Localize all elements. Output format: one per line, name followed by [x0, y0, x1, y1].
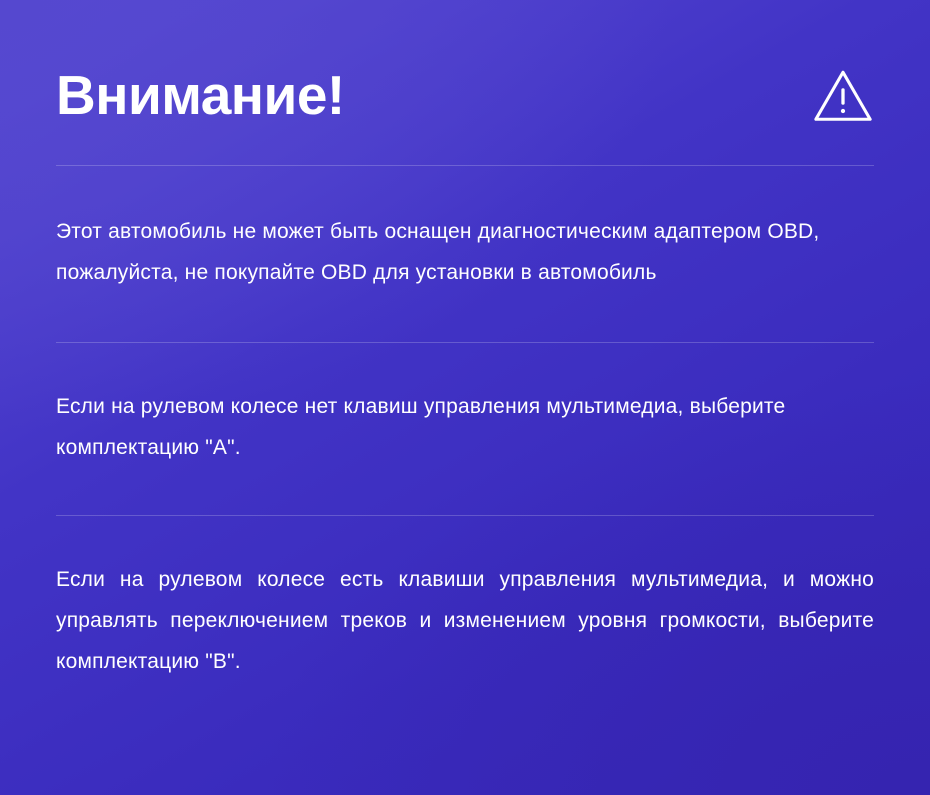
section-variant-a	[56, 343, 874, 515]
section-obd-warning-text: Этот автомобиль не может быть оснащен диагностическим адаптером OBD, пожалуйста, не покупайте OBD для установки в автомобиль	[56, 220, 820, 284]
section-variant-b	[56, 516, 874, 723]
banner-header	[56, 0, 874, 165]
page-title: Внимание!	[56, 64, 345, 126]
section-obd-warning	[56, 166, 874, 342]
section-variant-b-text: Если на рулевом колесе есть клавиши управления мультимедиа, и можно управлять переключением треков и изменением уровня громкости, выберите комплектацию "B".	[56, 567, 874, 673]
warning-triangle-icon	[812, 65, 874, 127]
section-variant-a-text: Если на рулевом колесе нет клавиш управления мультимедиа, выберите комплектацию "A".	[56, 394, 786, 459]
